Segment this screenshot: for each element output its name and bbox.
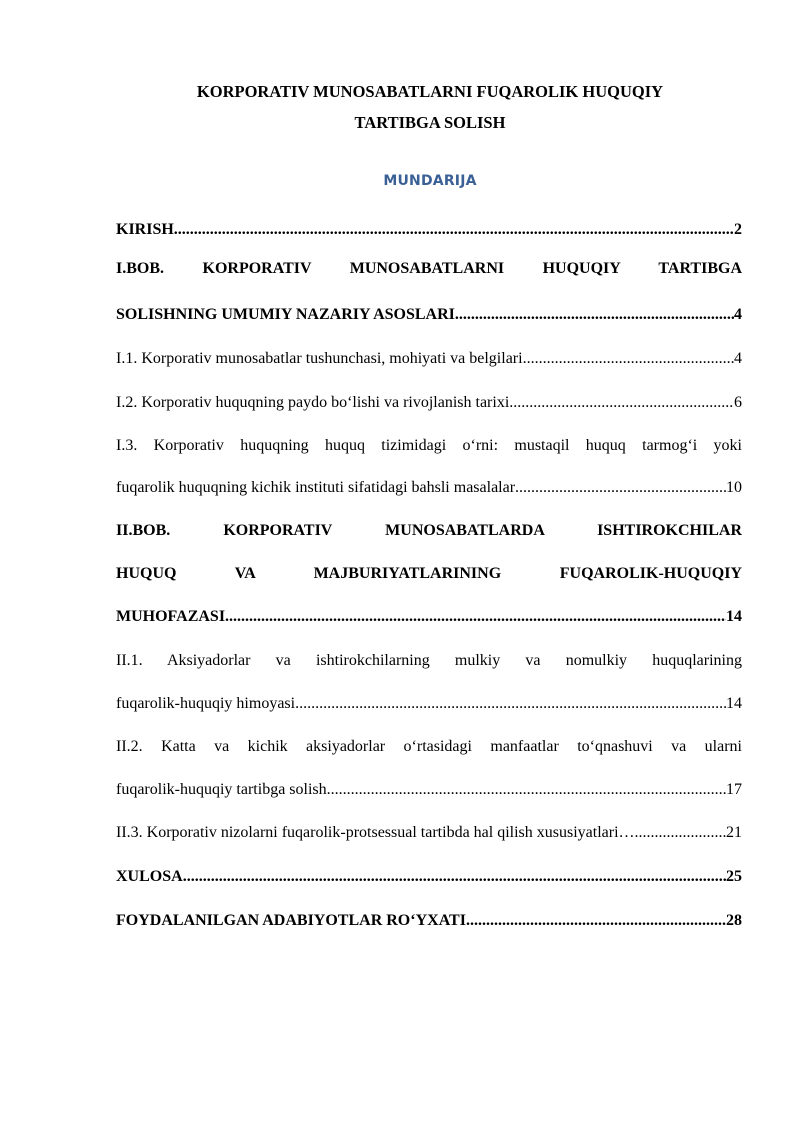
dot-leader <box>466 908 726 934</box>
dot-leader <box>174 217 734 243</box>
toc-entry-text: II.3. Korporativ nizolarni fuqarolik-protsessual tartibda hal qilish xususiyatlari… <box>116 824 635 841</box>
toc-entry-1-1[interactable] <box>116 346 742 372</box>
toc-page-number: 10 <box>726 479 742 496</box>
toc-entry-text: fuqarolik-huquqiy tartibga solish <box>116 781 327 798</box>
toc-entry-2-1-line1[interactable]: II.1. Aksiyadorlar va ishtirokchilarning mulkiy va nomulkiy huquqlarining <box>116 652 742 669</box>
toc-entry-adabiyot[interactable] <box>116 908 742 934</box>
dot-leader <box>509 390 734 416</box>
dot-leader <box>455 302 734 328</box>
toc-entry-bob2-line2[interactable]: HUQUQ VA MAJBURIYATLARINING FUQAROLIK-HUQUQIY <box>116 565 742 582</box>
toc-entry-text: I.1. Korporativ munosabatlar tushunchasi, mohiyati va belgilari <box>116 350 523 367</box>
toc-page-number: 6 <box>734 394 742 411</box>
title-line-1: KORPORATIV MUNOSABATLARNI FUQAROLIK HUQUQIY <box>196 82 664 101</box>
dot-leader <box>327 777 726 803</box>
toc-page-number: 14 <box>726 695 742 712</box>
toc-entry-2-2[interactable] <box>116 777 742 803</box>
toc-entry-text: FOYDALANILGAN ADABIYOTLAR RO‘YXATI <box>116 912 466 929</box>
toc-entry-2-3[interactable] <box>116 820 742 846</box>
toc-entry-text: fuqarolik huquqning kichik instituti sifatidagi bahsli masalalar <box>116 479 516 496</box>
document-title <box>100 76 760 138</box>
toc-entry-bob2-line1[interactable]: II.BOB. KORPORATIV MUNOSABATLARDA ISHTIROKCHILAR <box>116 522 742 539</box>
toc-entry-2-2-line1[interactable]: II.2. Katta va kichik aksiyadorlar o‘rtasidagi manfaatlar to‘qnashuvi va ularni <box>116 738 742 755</box>
dot-leader <box>515 475 726 501</box>
toc-page-number: 4 <box>734 350 742 367</box>
toc-page-number: 21 <box>726 824 742 841</box>
toc-entry-bob2[interactable] <box>116 604 742 630</box>
toc-entry-1-3[interactable] <box>116 475 742 501</box>
dot-leader <box>225 604 726 630</box>
toc-entry-text: KIRISH <box>116 221 174 238</box>
toc-entry-text: MUHOFAZASI <box>116 608 226 625</box>
toc-entry-text: fuqarolik-huquqiy himoyasi <box>116 695 296 712</box>
toc-entry-2-1[interactable] <box>116 691 742 717</box>
toc-entry-1-2[interactable] <box>116 390 742 416</box>
title-line-2: TARTIBGA SOLISH <box>354 113 506 132</box>
toc-entry-text: SOLISHNING UMUMIY NAZARIY ASOSLARI <box>116 306 455 323</box>
dot-leader <box>523 346 734 372</box>
toc-entry-text: I.2. Korporativ huquqning paydo bo‘lishi va rivojlanish tarixi <box>116 394 510 411</box>
toc-page-number: 25 <box>726 868 742 885</box>
spacer <box>635 820 726 846</box>
toc-page-number: 2 <box>734 221 742 238</box>
toc-page-number: 14 <box>726 608 742 625</box>
toc-page-number: 28 <box>726 912 742 929</box>
toc-page-number: 17 <box>726 781 742 798</box>
toc-entry-text: XULOSA <box>116 868 183 885</box>
toc-entry-1-3-line1[interactable]: I.3. Korporativ huquqning huquq tizimidagi o‘rni: mustaqil huquq tarmog‘i yoki <box>116 437 742 454</box>
toc-page-number: 4 <box>734 306 742 323</box>
toc-entry-bob1-line1[interactable]: I.BOB. KORPORATIV MUNOSABATLARNI HUQUQIY TARTIBGA <box>116 260 742 277</box>
toc-entry-bob1[interactable] <box>116 302 742 328</box>
toc-heading: MUNDARIJA <box>383 173 477 189</box>
dot-leader <box>183 864 726 890</box>
toc-entry-xulosa[interactable] <box>116 864 742 890</box>
dot-leader <box>295 691 726 717</box>
toc-entry-kirish[interactable] <box>116 217 742 243</box>
